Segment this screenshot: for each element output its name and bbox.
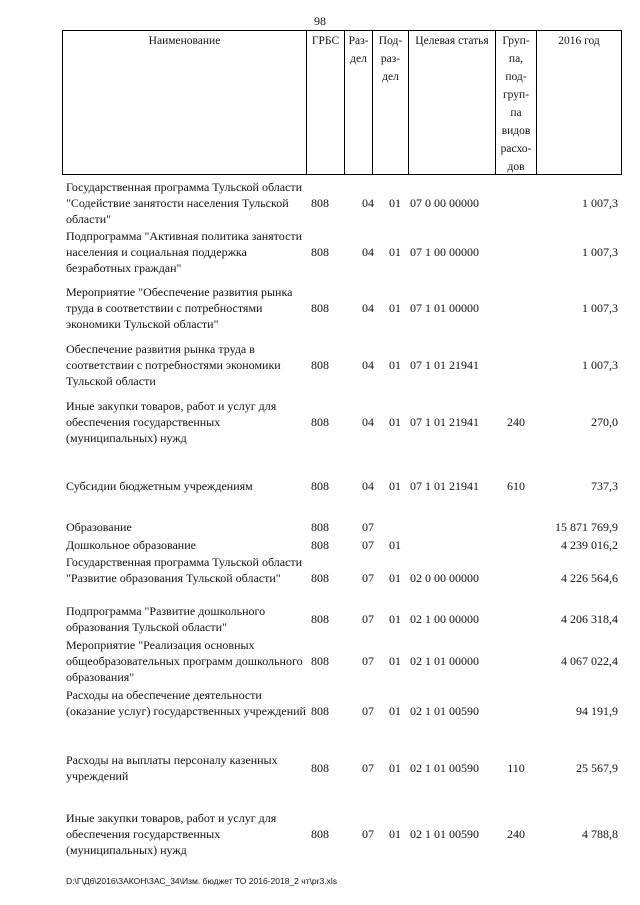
row-name: Иные закупки товаров, работ и услуг для обеспечения государственных (муниципальных) нужд: [66, 399, 277, 445]
header-name: Наименование: [63, 31, 307, 174]
row-name: Обеспечение развития рынка труда в соответствии с потребностями экономики Тульской области: [66, 342, 281, 388]
row-grbs: 808: [311, 761, 329, 775]
row-csr: 02 1 01 00590: [410, 704, 479, 718]
header-razdel: Раз- дел: [345, 31, 373, 174]
row-csr: 07 0 00 00000: [410, 196, 479, 210]
row-group: 240: [507, 415, 525, 429]
row-amount: 25 567,9: [576, 761, 618, 775]
row-grbs: 808: [311, 704, 329, 718]
row-grbs: 808: [311, 538, 329, 552]
row-podrazdel: 01: [389, 654, 401, 668]
row-grbs: 808: [311, 827, 329, 841]
row-grbs: 808: [311, 415, 329, 429]
row-name: Дошкольное образование: [66, 538, 196, 552]
table-row: [0, 179, 640, 227]
header-group: Груп- па, под- груп- па видов расхо- дов: [496, 31, 537, 174]
row-podrazdel: 01: [389, 571, 401, 585]
table-row: [0, 752, 640, 784]
row-amount: 4 206 318,4: [561, 612, 618, 626]
table-row: [0, 519, 640, 535]
row-csr: 07 1 00 00000: [410, 245, 479, 259]
row-name: Государственная программа Тульской области "Развитие образования Тульской области": [66, 555, 303, 585]
row-razdel: 07: [362, 704, 374, 718]
header-csr: Целевая статья: [409, 31, 496, 174]
row-group: 110: [507, 761, 525, 775]
row-grbs: 808: [311, 654, 329, 668]
row-grbs: 808: [311, 612, 329, 626]
row-name: Образование: [66, 520, 132, 534]
row-group: 240: [507, 827, 525, 841]
row-amount: 94 191,9: [576, 704, 618, 718]
row-amount: 4 788,8: [582, 827, 618, 841]
row-amount: 1 007,3: [582, 196, 618, 210]
row-razdel: 04: [362, 196, 374, 210]
row-podrazdel: 01: [389, 196, 401, 210]
row-amount: 4 067 022,4: [561, 654, 618, 668]
row-grbs: 808: [311, 479, 329, 493]
row-amount: 4 239 016,2: [561, 538, 618, 552]
row-podrazdel: 01: [389, 479, 401, 493]
row-csr: 02 1 01 00590: [410, 827, 479, 841]
row-razdel: 04: [362, 415, 374, 429]
row-grbs: 808: [311, 301, 329, 315]
row-razdel: 07: [362, 538, 374, 552]
row-amount: 1 007,3: [582, 301, 618, 315]
row-csr: 02 1 00 00000: [410, 612, 479, 626]
row-csr: 02 1 01 00000: [410, 654, 479, 668]
row-razdel: 04: [362, 479, 374, 493]
page-number: 98: [314, 14, 326, 28]
header-podrazdel: Под- раз- дел: [373, 31, 409, 174]
table-row: [0, 603, 640, 635]
row-razdel: 07: [362, 571, 374, 585]
table-row: [0, 537, 640, 553]
header-year: 2016 год: [558, 35, 600, 47]
table-row: [0, 554, 640, 602]
row-razdel: 07: [362, 654, 374, 668]
row-razdel: 07: [362, 520, 374, 534]
row-name: Иные закупки товаров, работ и услуг для обеспечения государственных (муниципальных) нужд: [66, 811, 277, 857]
table-row: [0, 687, 640, 735]
row-grbs: 808: [311, 520, 329, 534]
row-name: Мероприятие "Обеспечение развития рынка труда в соответствии с потребностями экономики Тульской области": [66, 285, 293, 331]
row-name: Подпрограмма "Развитие дошкольного образования Тульской области": [66, 604, 266, 634]
row-podrazdel: 01: [389, 761, 401, 775]
table-row: [0, 810, 640, 858]
row-razdel: 07: [362, 827, 374, 841]
row-razdel: 04: [362, 245, 374, 259]
table-row: [0, 398, 640, 446]
table-row: [0, 637, 640, 685]
table-row: [0, 228, 640, 276]
row-podrazdel: 01: [389, 301, 401, 315]
row-podrazdel: 01: [389, 827, 401, 841]
row-podrazdel: 01: [389, 538, 401, 552]
file-path-footer: D:\Г\Д6\2016\ЗАКОН\ЗАС_34\Изм. бюджет ТО 2016-2018_2 чт\pr3.xls: [66, 876, 337, 886]
row-csr: 07 1 01 00000: [410, 301, 479, 315]
row-csr: 02 0 00 00000: [410, 571, 479, 585]
row-razdel: 07: [362, 612, 374, 626]
row-podrazdel: 01: [389, 704, 401, 718]
row-csr: 07 1 01 21941: [410, 415, 479, 429]
row-name: Государственная программа Тульской области "Содействие занятости населения Тульской области": [66, 180, 303, 226]
row-grbs: 808: [311, 571, 329, 585]
row-csr: 07 1 01 21941: [410, 358, 479, 372]
row-csr: 07 1 01 21941: [410, 479, 479, 493]
row-podrazdel: 01: [389, 415, 401, 429]
row-amount: 4 226 564,6: [561, 571, 618, 585]
row-podrazdel: 01: [389, 612, 401, 626]
row-group: 610: [507, 479, 525, 493]
row-grbs: 808: [311, 245, 329, 259]
row-amount: 1 007,3: [582, 358, 618, 372]
row-podrazdel: 01: [389, 358, 401, 372]
row-amount: 15 871 769,9: [555, 520, 618, 534]
row-name: Мероприятие "Реализация основных общеобразовательных программ дошкольного образования": [66, 638, 303, 684]
row-name: Расходы на обеспечение деятельности (оказание услуг) государственных учреждений: [66, 688, 306, 718]
row-podrazdel: 01: [389, 245, 401, 259]
table-header: [62, 30, 622, 175]
table-row: [0, 478, 640, 494]
row-name: Подпрограмма "Активная политика занятости населения и социальная поддержка безработных граждан": [66, 229, 303, 275]
row-razdel: 07: [362, 761, 374, 775]
header-grbs: ГРБС: [307, 31, 345, 174]
row-csr: 02 1 01 00590: [410, 761, 479, 775]
row-razdel: 04: [362, 358, 374, 372]
row-razdel: 04: [362, 301, 374, 315]
row-grbs: 808: [311, 196, 329, 210]
row-amount: 270,0: [591, 415, 618, 429]
row-name: Расходы на выплаты персоналу казенных учреждений: [66, 753, 278, 783]
row-name: Субсидии бюджетным учреждениям: [66, 479, 253, 493]
table-row: [0, 284, 640, 332]
row-amount: 1 007,3: [582, 245, 618, 259]
row-amount: 737,3: [591, 479, 618, 493]
table-row: [0, 341, 640, 389]
row-grbs: 808: [311, 358, 329, 372]
